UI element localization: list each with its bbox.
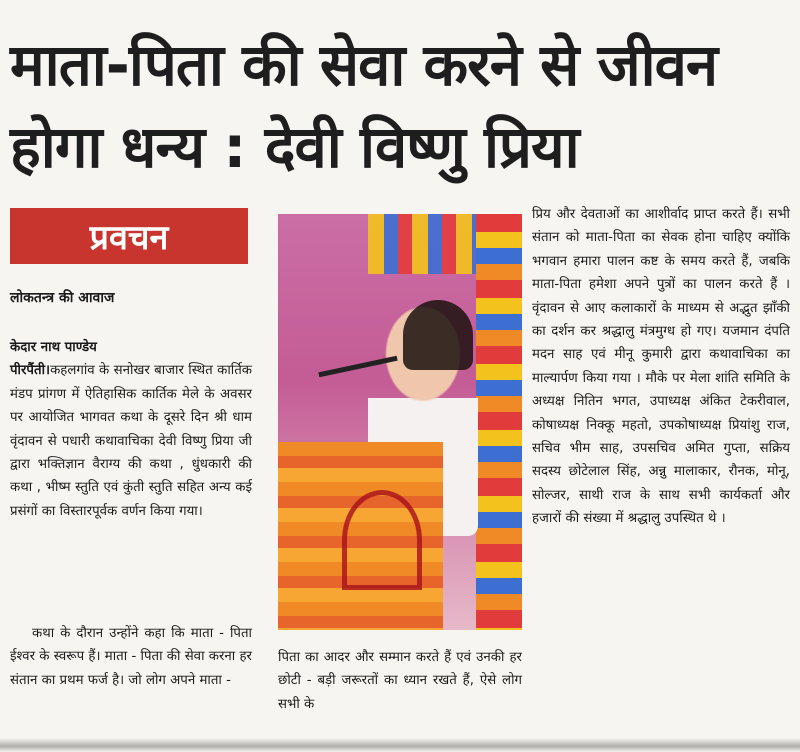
column-1-bottom bbox=[10, 622, 252, 692]
speaker-hair bbox=[403, 300, 473, 370]
byline: केदार नाथ पाण्डेय bbox=[10, 340, 97, 355]
column-2 bbox=[278, 646, 522, 716]
paragraph-2: कथा के दौरान उन्होंने कहा कि माता - पिता ईश्वर के स्वरूप हैं। माता - पिता की सेवा करना हर संतान का प्रथम फर्ज है। जो लोग अपने माता - bbox=[10, 626, 252, 688]
column-3 bbox=[532, 203, 790, 531]
section-tag: प्रवचन bbox=[10, 208, 248, 264]
paragraph-3: पिता का आदर और सम्मान करते हैं एवं उनकी हर छोटी - बड़ी जरूरतों का ध्यान रखते हैं, ऐसे लोग सभी के bbox=[278, 650, 522, 712]
paragraph-1-text: कहलगांव के सनोखर बाजार स्थित कार्तिक मंडप प्रांगण में ऐतिहासिक कार्तिक मेले के अवसर पर आयोजित भागवत कथा के दूसरे दिन श्री धाम वृंदावन से पधारी कथावाचिका देवी विष्णु प्रिया जी द्वारा भक्तिज्ञान वैराग्य की कथा , धुंधकारी की कथा , भीष्म स्तुति एवं कुंती स्तुति सहित अन्य कई प्रसंगों का विस्तारपूर्वक वर्णन किया गया। bbox=[10, 363, 252, 519]
flower-decoration-right bbox=[476, 214, 522, 630]
paragraph-4: प्रिय और देवताओं का आशीर्वाद प्राप्त करते हैं। सभी संतान को माता-पिता का सेवक होना चाहिए क्योंकि भगवान हमारा पालन कष्ट के समय करते हैं, जबकि माता-पिता हमेशा अपने पुत्रों का पालन करते हैं । वृंदावन से आए कलाकारों के माध्यम से अद्भुत झाँकी का दर्शन कर श्रद्धालु मंत्रमुग्ध हो गए। यजमान दंपति मदन साह एवं मीनू कुमारी द्वारा कथावाचिका का माल्यार्पण किया गया । मौके पर मेला शांति समिति के अध्यक्ष नितिन भगत, उपाध्यक्ष अंकित टेकरीवाल, कोषाध्यक्ष निक्कू महतो, उपकोषाध्यक्ष प्रियांशु राज, सचिव भीम साह, उपसचिव अमित गुप्ता, सक्रिय सदस्य छोटेलाल सिंह, अन्नु मालाकार, रौनक, मोनू, सोल्जर, साथी राज के साथ सभी कार्यकर्ता और हजारों की संख्या में श्रद्धालु उपस्थित थे । bbox=[532, 207, 790, 527]
paragraph-1 bbox=[10, 359, 252, 523]
source-line: लोकतन्त्र की आवाज bbox=[10, 290, 115, 306]
event-photo bbox=[278, 214, 522, 630]
column-1 bbox=[10, 336, 252, 523]
headline: माता-पिता की सेवा करने से जीवन होगा धन्य : देवी विष्णु प्रिया bbox=[10, 31, 718, 181]
dateline: पीरपैंती। bbox=[10, 363, 51, 379]
next-article-strip bbox=[0, 738, 800, 752]
podium-emblem bbox=[342, 490, 422, 590]
